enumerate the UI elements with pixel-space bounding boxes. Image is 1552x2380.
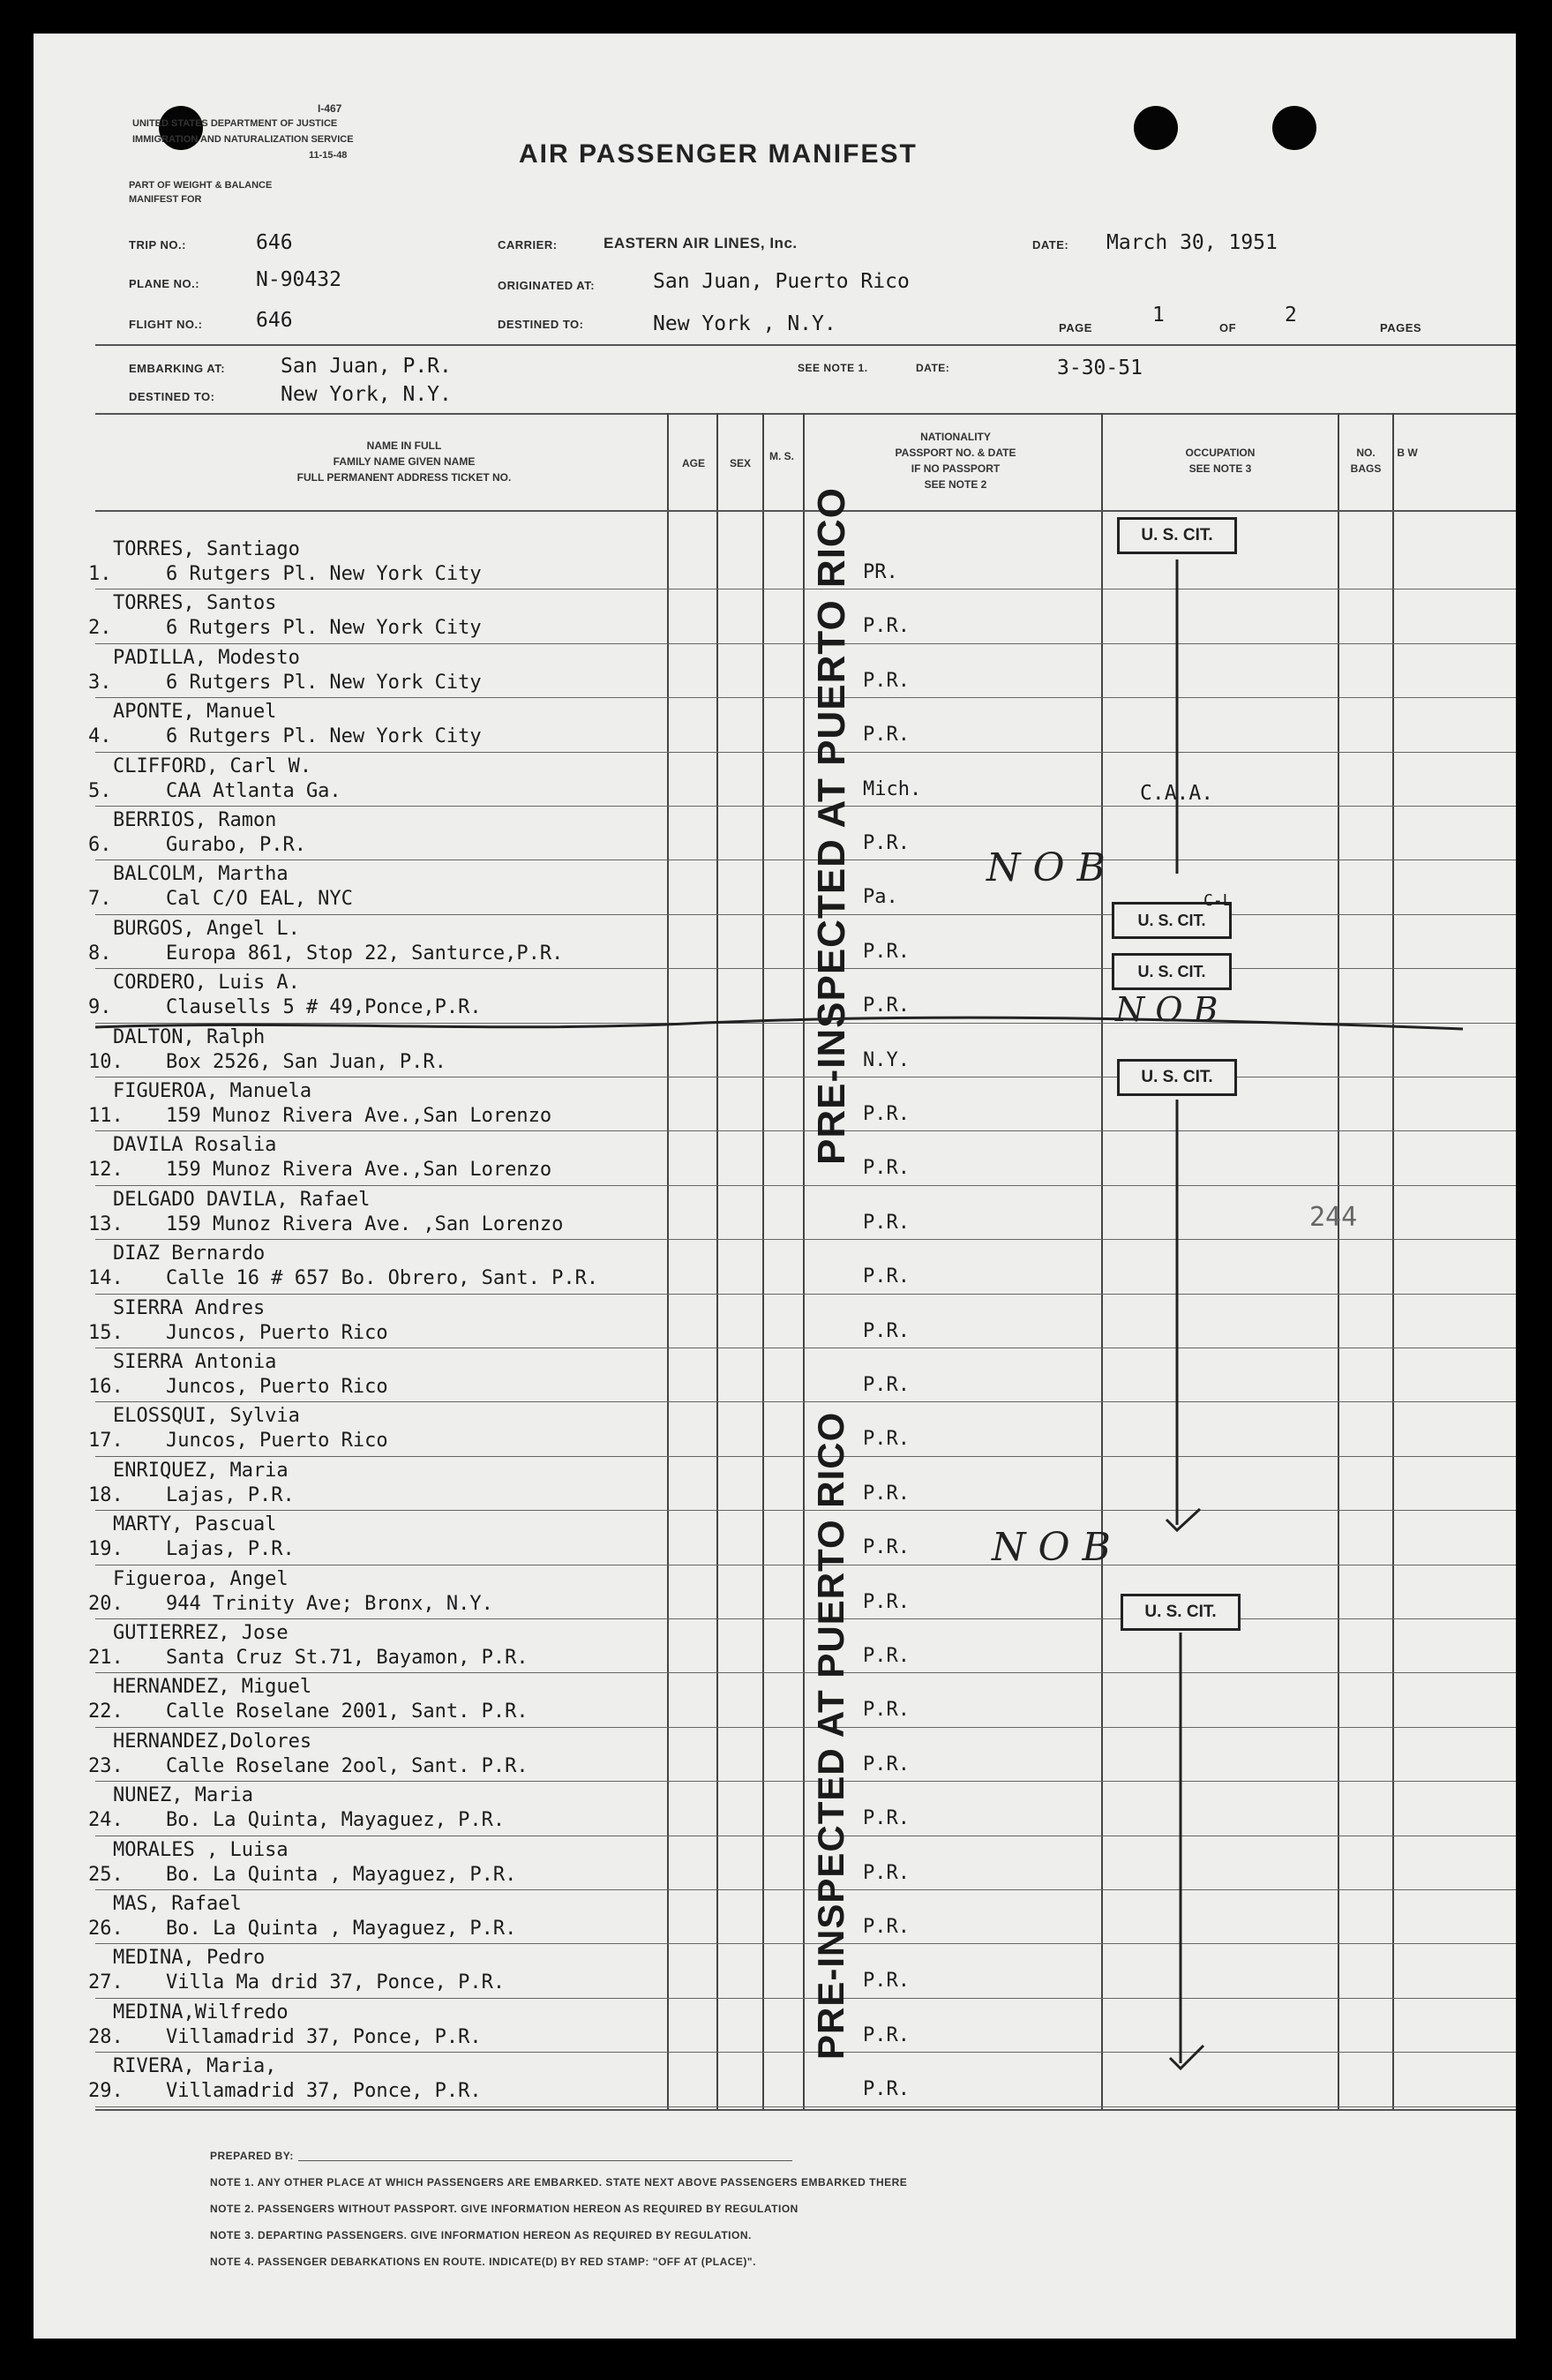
passenger-address: Bo. La Quinta , Mayaguez, P.R.	[166, 1863, 517, 1886]
row-number: 8.	[88, 942, 112, 965]
of-label: OF	[1219, 321, 1237, 334]
pages-label: PAGES	[1380, 321, 1422, 334]
passenger-name: DAVILA Rosalia	[113, 1134, 277, 1157]
see-note-label: SEE NOTE 1.	[798, 362, 868, 374]
date-label: DATE:	[1032, 238, 1069, 252]
col-name-header: NAME IN FULL FAMILY NAME GIVEN NAME FULL PERMANENT ADDRESS TICKET NO.	[296, 439, 512, 484]
passenger-address: Bo. La Quinta, Mayaguez, P.R.	[166, 1809, 506, 1832]
passenger-name: RIVERA, Maria,	[113, 2055, 277, 2078]
row-number: 20.	[88, 1592, 124, 1615]
row-number: 15.	[88, 1321, 124, 1344]
passenger-name: CORDERO, Luis A.	[113, 972, 300, 995]
passenger-address: 159 Munoz Rivera Ave.,San Lorenzo	[166, 1105, 552, 1127]
passenger-address: Villa Ma drid 37, Ponce, P.R.	[166, 1971, 506, 1994]
trip-number: 646	[256, 231, 293, 254]
footer-note-4: NOTE 4. PASSENGER DEBARKATIONS EN ROUTE. INDICATE(D) BY RED STAMP: "OFF AT (PLACE)".	[210, 2256, 756, 2268]
date2-value: 3-30-51	[1057, 357, 1143, 379]
row-number: 2.	[88, 617, 112, 640]
passenger-name: MARTY, Pascual	[113, 1513, 277, 1536]
row-number: 14.	[88, 1267, 124, 1290]
row-number: 16.	[88, 1376, 124, 1398]
passenger-address: Cal C/O EAL, NYC	[166, 888, 353, 911]
passenger-name: CLIFFORD, Carl W.	[113, 755, 312, 777]
col-nationality-header: NATIONALITY PASSPORT NO. & DATE IF NO PASSPORT SEE NOTE 2	[895, 431, 1016, 491]
passenger-address: Juncos, Puerto Rico	[166, 1321, 388, 1344]
passenger-name: HERNANDEZ,Dolores	[113, 1730, 312, 1753]
passenger-address: 944 Trinity Ave; Bronx, N.Y.	[166, 1592, 493, 1615]
row-number: 3.	[88, 671, 112, 694]
passenger-nationality: P.R.	[863, 1211, 910, 1234]
destined2-label: DESTINED TO:	[129, 390, 215, 403]
us-cit-stamp-4: U. S. CIT.	[1117, 1059, 1237, 1096]
row-number: 27.	[88, 1971, 124, 1994]
passenger-address: Lajas, P.R.	[166, 1538, 295, 1561]
pages-total: 2	[1285, 304, 1297, 327]
passenger-address: CAA Atlanta Ga.	[166, 779, 341, 802]
destined2-value: New York, N.Y.	[281, 383, 452, 406]
passenger-address: 159 Munoz Rivera Ave.,San Lorenzo	[166, 1159, 552, 1182]
col-occupation-header: OCCUPATION SEE NOTE 3	[1185, 447, 1256, 475]
passenger-name: HERNANDEZ, Miguel	[113, 1676, 312, 1699]
us-cit-stamp-5: U. S. CIT.	[1121, 1594, 1241, 1631]
passenger-nationality: P.R.	[863, 1482, 910, 1505]
row-number: 13.	[88, 1213, 124, 1235]
passenger-address: Clausells 5 # 49,Ponce,P.R.	[166, 996, 482, 1019]
footer-note-1: NOTE 1. ANY OTHER PLACE AT WHICH PASSENGERS ARE EMBARKED. STATE NEXT ABOVE PASSENGERS EMBARKED THERE	[210, 2176, 908, 2189]
flight-label: FLIGHT NO.:	[129, 318, 203, 331]
nob-handwritten-1: N O B	[986, 845, 1106, 890]
cl-mark: C-L	[1203, 891, 1233, 910]
passenger-nationality: N.Y.	[863, 1048, 910, 1071]
passenger-name: DIAZ Bernardo	[113, 1243, 266, 1265]
trip-label: TRIP NO.:	[129, 238, 186, 252]
passenger-name: ELOSSQUI, Sylvia	[113, 1405, 300, 1428]
nob-handwritten-3: N O B	[992, 1525, 1111, 1570]
row-number: 12.	[88, 1159, 124, 1182]
passenger-address: 6 Rutgers Pl. New York City	[166, 617, 482, 640]
passenger-address: Lajas, P.R.	[166, 1483, 295, 1506]
date-value: March 30, 1951	[1106, 231, 1278, 254]
passenger-name: BERRIOS, Ramon	[113, 809, 277, 831]
passenger-nationality: P.R.	[863, 669, 910, 692]
row-number: 19.	[88, 1538, 124, 1561]
passenger-nationality: P.R.	[863, 1103, 910, 1125]
passenger-name: Figueroa, Angel	[113, 1567, 289, 1590]
embarking-value: San Juan, P.R.	[281, 355, 452, 378]
prepared-by-line	[298, 2160, 792, 2161]
manifest-page	[34, 34, 1516, 2339]
passenger-nationality: P.R.	[863, 832, 910, 854]
passenger-name: TORRES, Santos	[113, 592, 277, 615]
passenger-name: DALTON, Ralph	[113, 1025, 266, 1048]
footer-divider	[95, 2109, 1516, 2111]
passenger-address: Box 2526, San Juan, P.R.	[166, 1050, 446, 1073]
passenger-name: SIERRA Antonia	[113, 1351, 277, 1373]
passenger-name: PADILLA, Modesto	[113, 646, 300, 669]
embarking-label: EMBARKING AT:	[129, 362, 226, 375]
passenger-nationality: Mich.	[863, 777, 922, 800]
row-number: 7.	[88, 888, 112, 911]
passenger-name: MAS, Rafael	[113, 1893, 242, 1915]
passenger-address: 6 Rutgers Pl. New York City	[166, 671, 482, 694]
passenger-name: SIERRA Andres	[113, 1296, 266, 1319]
passenger-nationality: P.R.	[863, 1157, 910, 1180]
form-date-code: 11-15-48	[309, 150, 348, 161]
col-age-header: AGE	[681, 457, 705, 469]
row-number: 11.	[88, 1105, 124, 1127]
number-244: 244	[1309, 1202, 1358, 1233]
part-of-label: PART OF WEIGHT & BALANCE	[129, 180, 273, 191]
footer-note-3: NOTE 3. DEPARTING PASSENGERS. GIVE INFORMATION HEREON AS REQUIRED BY REGULATION.	[210, 2229, 752, 2241]
originated-value: San Juan, Puerto Rico	[653, 270, 910, 293]
row-number: 10.	[88, 1050, 124, 1073]
preinspected-stamp-1: PRE-INSPECTED AT PUERTO RICO	[810, 487, 853, 1165]
passenger-name: MORALES , Luisa	[113, 1838, 289, 1861]
row-number: 4.	[88, 725, 112, 748]
page-title: AIR PASSENGER MANIFEST	[519, 139, 918, 169]
passenger-nationality: P.R.	[863, 2023, 910, 2046]
department-line: UNITED STATES DEPARTMENT OF JUSTICE	[132, 118, 338, 129]
passenger-name: ENRIQUEZ, Maria	[113, 1459, 289, 1482]
row-number: 24.	[88, 1809, 124, 1832]
passenger-address: Villamadrid 37, Ponce, P.R.	[166, 2080, 482, 2103]
row-number: 28.	[88, 2025, 124, 2048]
continuation-arrows	[34, 34, 1516, 2339]
preinspected-stamp-2: PRE-INSPECTED AT PUERTO RICO	[810, 1411, 851, 2060]
page-label: PAGE	[1059, 321, 1092, 334]
passenger-address: Calle Roselane 2ool, Sant. P.R.	[166, 1754, 529, 1777]
footer-note-2: NOTE 2. PASSENGERS WITHOUT PASSPORT. GIVE INFORMATION HEREON AS REQUIRED BY REGULATION	[210, 2203, 798, 2215]
passenger-address: Gurabo, P.R.	[166, 834, 306, 856]
caa-occupation: C.A.A.	[1140, 782, 1214, 805]
passenger-nationality: P.R.	[863, 1645, 910, 1667]
passenger-name: MEDINA, Pedro	[113, 1947, 266, 1970]
passenger-nationality: P.R.	[863, 1753, 910, 1776]
passenger-name: BURGOS, Angel L.	[113, 917, 300, 940]
date2-label: DATE:	[916, 362, 950, 374]
passenger-address: Calle Roselane 2001, Sant. P.R.	[166, 1701, 529, 1723]
passenger-name: MEDINA,Wilfredo	[113, 2001, 289, 2023]
passenger-nationality: P.R.	[863, 1916, 910, 1938]
passenger-nationality: P.R.	[863, 2078, 910, 2101]
service-line: IMMIGRATION AND NATURALIZATION SERVICE	[132, 134, 354, 145]
col-sex-header: SEX	[729, 457, 751, 469]
destined-label: DESTINED TO:	[498, 318, 584, 331]
row-number: 26.	[88, 1918, 124, 1940]
passenger-address: Villamadrid 37, Ponce, P.R.	[166, 2025, 482, 2048]
row-number: 6.	[88, 834, 112, 856]
passenger-nationality: Pa.	[863, 886, 898, 909]
passenger-address: 159 Munoz Rivera Ave. ,San Lorenzo	[166, 1213, 564, 1235]
col-bags-header: NO. BAGS	[1350, 447, 1382, 475]
passenger-nationality: P.R.	[863, 1590, 910, 1613]
passenger-nationality: P.R.	[863, 1265, 910, 1288]
passenger-address: 6 Rutgers Pl. New York City	[166, 725, 482, 748]
row-number: 29.	[88, 2080, 124, 2103]
passenger-nationality: P.R.	[863, 1970, 910, 1993]
row-number: 18.	[88, 1483, 124, 1506]
us-cit-stamp-2: U. S. CIT.	[1112, 902, 1232, 939]
page-number: 1	[1152, 304, 1165, 327]
form-number: I-467	[318, 102, 342, 115]
passenger-name: APONTE, Manuel	[113, 701, 277, 724]
passenger-address: 6 Rutgers Pl. New York City	[166, 563, 482, 585]
carrier-name: EASTERN AIR LINES, Inc.	[604, 235, 798, 252]
passenger-nationality: PR.	[863, 561, 898, 583]
row-number: 1.	[88, 563, 112, 585]
col-ms-header: M. S.	[769, 450, 794, 462]
plane-number: N-90432	[256, 268, 341, 291]
row-number: 23.	[88, 1754, 124, 1777]
originated-label: ORIGINATED AT:	[498, 279, 596, 292]
row-number: 22.	[88, 1701, 124, 1723]
us-cit-stamp-1: U. S. CIT.	[1117, 517, 1237, 554]
passenger-nationality: P.R.	[863, 1319, 910, 1342]
passenger-name: BALCOLM, Martha	[113, 863, 289, 886]
passenger-nationality: P.R.	[863, 995, 910, 1017]
passenger-address: Juncos, Puerto Rico	[166, 1430, 388, 1453]
passenger-nationality: P.R.	[863, 615, 910, 638]
passenger-address: Santa Cruz St.71, Bayamon, P.R.	[166, 1647, 529, 1669]
passenger-nationality: P.R.	[863, 940, 910, 963]
row-number: 25.	[88, 1863, 124, 1886]
row-number: 17.	[88, 1430, 124, 1453]
passenger-nationality: P.R.	[863, 724, 910, 747]
passenger-name: FIGUEROA, Manuela	[113, 1080, 312, 1102]
passenger-name: GUTIERREZ, Jose	[113, 1622, 289, 1644]
destined-value: New York , N.Y.	[653, 312, 836, 335]
row-number: 21.	[88, 1647, 124, 1669]
passenger-nationality: P.R.	[863, 1428, 910, 1451]
passenger-address: Bo. La Quinta , Mayaguez, P.R.	[166, 1918, 517, 1940]
passenger-nationality: P.R.	[863, 1807, 910, 1830]
passenger-name: TORRES, Santiago	[113, 538, 300, 560]
passenger-name: DELGADO DAVILA, Rafael	[113, 1188, 371, 1211]
passenger-address: Juncos, Puerto Rico	[166, 1376, 388, 1398]
passenger-address: Calle 16 # 657 Bo. Obrero, Sant. P.R.	[166, 1267, 599, 1290]
row-number: 9.	[88, 996, 112, 1019]
row-number: 5.	[88, 779, 112, 802]
passenger-nationality: P.R.	[863, 1699, 910, 1722]
nob-handwritten-2: N O B	[1115, 990, 1218, 1029]
carrier-label: CARRIER:	[498, 238, 558, 252]
us-cit-stamp-3: U. S. CIT.	[1112, 953, 1232, 990]
passenger-address: Europa 861, Stop 22, Santurce,P.R.	[166, 942, 564, 965]
passenger-nationality: P.R.	[863, 1861, 910, 1884]
flight-number: 646	[256, 309, 293, 332]
plane-label: PLANE NO.:	[129, 277, 200, 290]
passenger-nationality: P.R.	[863, 1374, 910, 1396]
prepared-by-label: PREPARED BY:	[210, 2150, 294, 2162]
manifest-for-label: MANIFEST FOR	[129, 194, 202, 205]
passenger-name: NUNEZ, Maria	[113, 1784, 253, 1807]
passenger-nationality: P.R.	[863, 1536, 910, 1559]
col-weight-header: B W	[1397, 447, 1418, 459]
